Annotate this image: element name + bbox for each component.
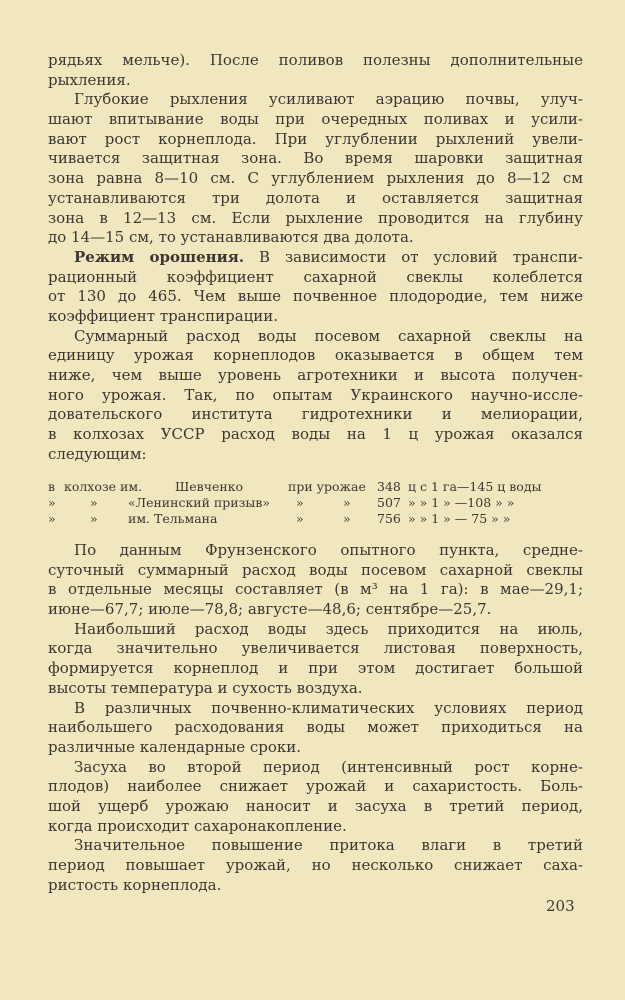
text-line: ристость корнеплода. [48, 875, 222, 894]
text-line: Засуха во второй период (интенсивный рост корне- [74, 757, 583, 776]
text-line: коэффициент транспирации. [48, 306, 279, 325]
text-line: В различных почвенно-климатических условиях период [74, 698, 583, 717]
text-line: вают рост корнеплода. При углублении рыхлений увели- [48, 129, 583, 148]
text-line: шают впитывание воды при очередных поливах и усили- [48, 110, 583, 129]
bottom-text [48, 541, 583, 895]
text-line: когда значительно увеличивается листовая поверхность, [48, 639, 583, 658]
text-line: следующим: [48, 444, 147, 463]
text-line: различные календарные сроки. [48, 737, 302, 756]
text-line: в отдельные месяцы составляет (в м³ на 1 га): в мае—29,1; [48, 580, 583, 599]
text-line: наибольшего расходования воды может приходиться на [48, 718, 583, 737]
text-line: в колхозах УССР расход воды на 1 ц урожая оказался [48, 425, 583, 444]
text-line: Наибольший расход воды здесь приходится на июль, [74, 619, 583, 638]
text-line: чивается защитная зона. Во время шаровки защитная [48, 149, 583, 168]
text-line: суточный суммарный расход воды посевом сахарной свеклы [48, 560, 583, 579]
text-line: период повышает урожай, но несколько снижает саха- [48, 856, 583, 874]
text-line: формируется корнеплод и при этом достигает большой [48, 659, 583, 678]
text-line: ного урожая. Так, по опытам Украинского научно-иссле- [48, 385, 583, 404]
text-line: до 14—15 см, то устанавливаются два долота. [48, 228, 414, 247]
text-line: шой ущерб урожаю наносит и засуха в третий период, [48, 796, 583, 815]
text-line: от 130 до 465. Чем выше почвенное плодородие, тем ниже [48, 287, 583, 306]
text-line: ниже, чем выше уровень агротехники и высота получен- [48, 366, 583, 384]
text-line: рядьях мельче). После поливов полезны дополнительные [48, 51, 583, 69]
page-number: 203 [546, 897, 575, 915]
text-line: По данным Фрунзенского опытного пункта, средне- [74, 541, 583, 559]
text-line: когда происходит сахаронакопление. [48, 816, 347, 835]
text-line: Режим орошения. В зависимости от условий транспи- [74, 247, 583, 266]
text-line: Значительное повышение притока влаги в третий [74, 836, 583, 855]
text-line: зона равна 8—10 см. С углублением рыхления до 8—12 см [48, 169, 583, 188]
water-use-table: в колхозе им. Шевченко при урожае 348 ц с 1 га—145 ц воды » » «Ленинский призыв» » » 507 » » 1 » —108 » » » » им. Тельмана » » 756 » » 1 » — 75 » » [48, 479, 542, 526]
text-line: Суммарный расход воды посевом сахарной свеклы на [74, 326, 583, 345]
text-line: Глубокие рыхления усиливают аэрацию почвы, улуч- [74, 90, 583, 109]
text-line: плодов) наиболее снижает урожай и сахаристость. Боль- [48, 777, 583, 796]
top-text [48, 51, 583, 464]
text-line: устанавливаются три долота и оставляется защитная [48, 188, 583, 207]
text-line: единицу урожая корнеплодов оказывается в общем тем [48, 346, 583, 365]
text-line: высоты температура и сухость воздуха. [48, 678, 363, 697]
text-line: довательского института гидротехники и мелиорации, [48, 405, 583, 424]
text-line: зона в 12—13 см. Если рыхление проводится на глубину [48, 208, 583, 227]
text-line: рационный коэффициент сахарной свеклы колеблется [48, 267, 583, 286]
text-line: рыхления. [48, 70, 131, 89]
text-line: июне—67,7; июле—78,8; августе—48,6; сентябре—25,7. [48, 600, 492, 619]
section-heading: Режим орошения. [74, 247, 245, 266]
